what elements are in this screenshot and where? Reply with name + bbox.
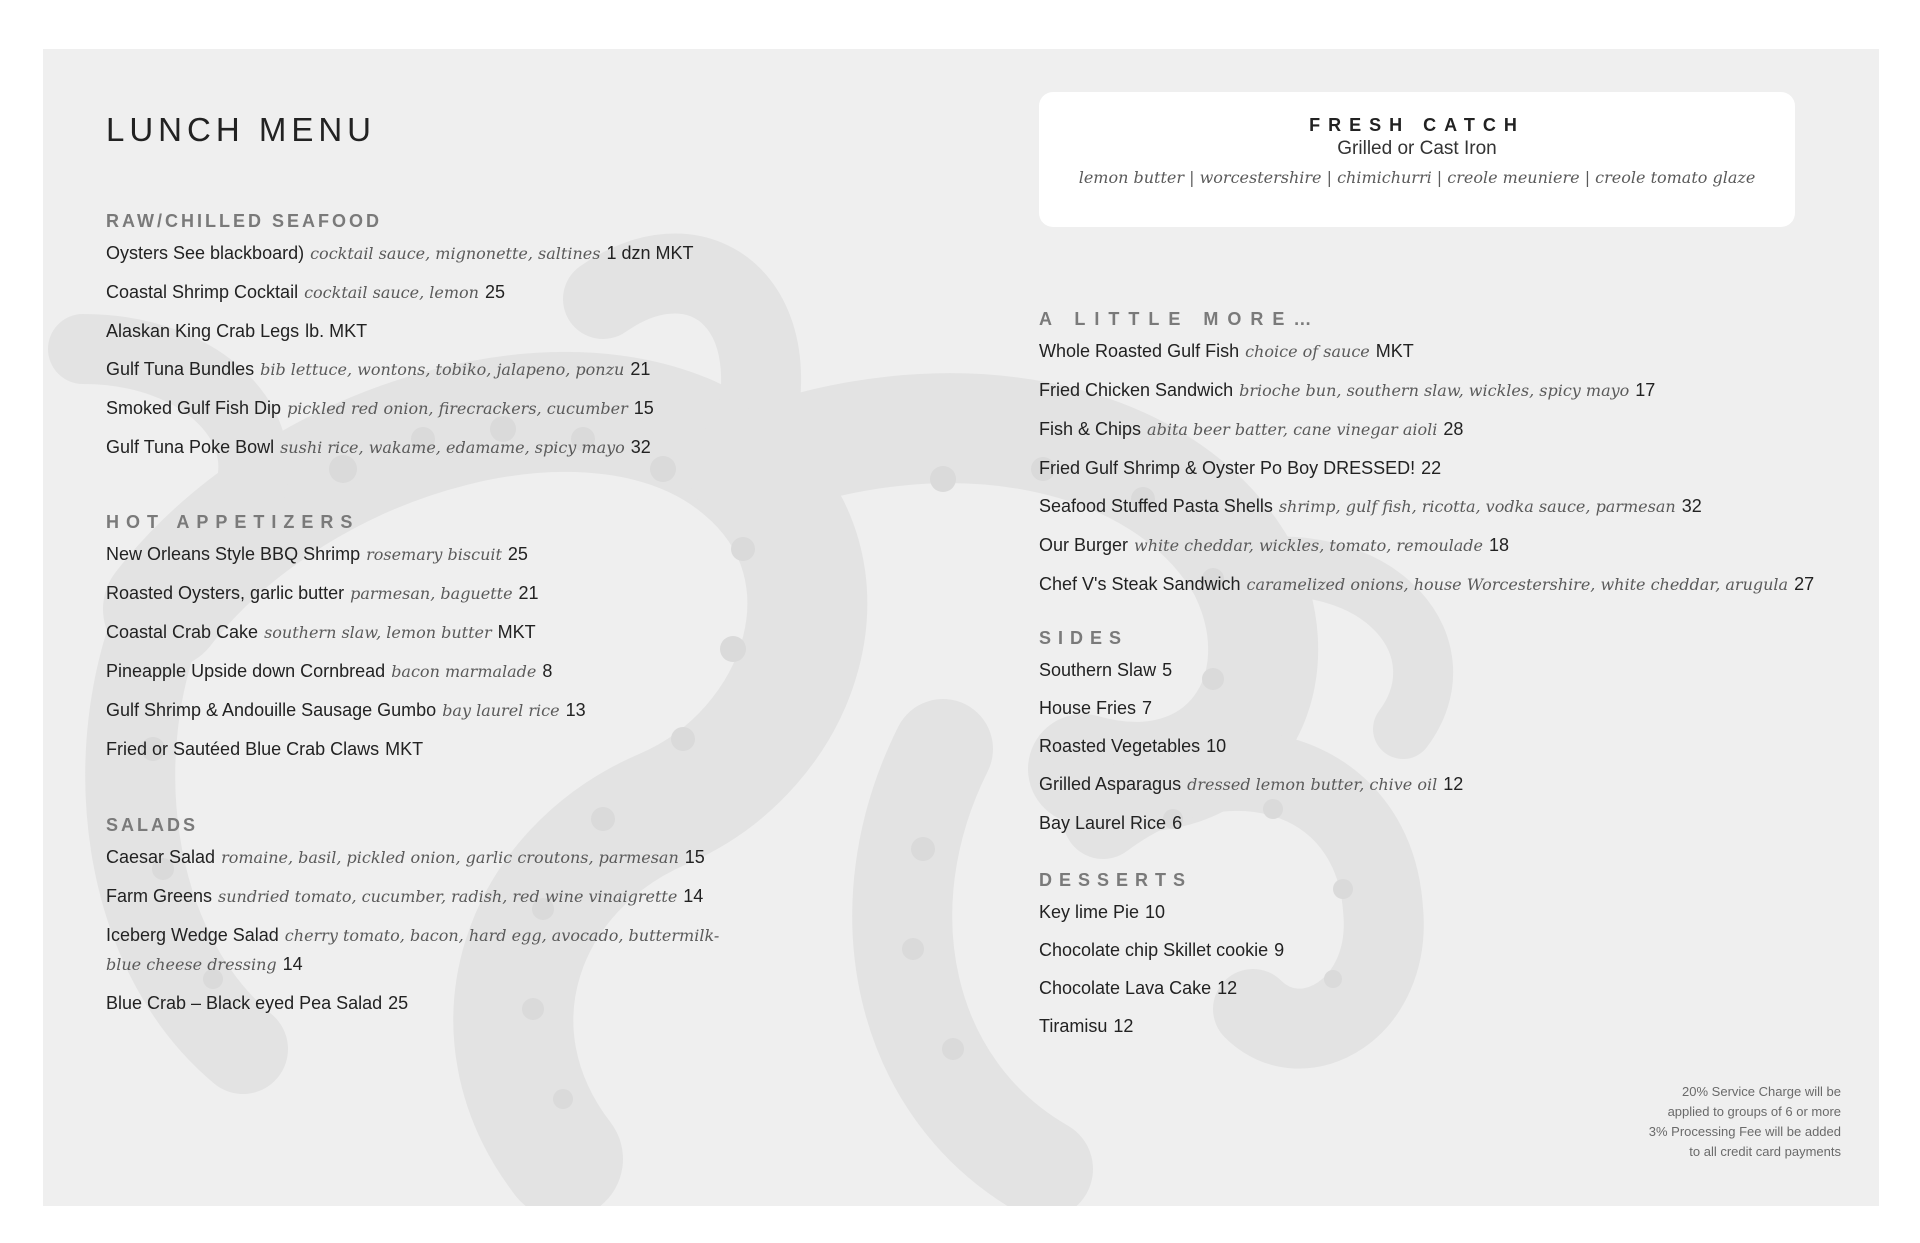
- item-price: 10: [1206, 736, 1227, 756]
- item-name: Smoked Gulf Fish Dip: [106, 398, 282, 418]
- menu-item: [1039, 770, 1463, 799]
- section-heading: SIDES: [1039, 628, 1129, 648]
- fresh-catch-sauces: lemon butter | worcestershire | chimichurri | creole meuniere | creole tomato glaze: [1078, 168, 1756, 187]
- section-heading: DESSERTS: [1039, 870, 1193, 890]
- item-description: choice of sauce: [1245, 342, 1370, 361]
- item-description: pickled red onion, firecrackers, cucumber: [287, 399, 628, 418]
- menu-item: [1039, 337, 1814, 366]
- menu-item: [1039, 376, 1814, 405]
- item-price: 18: [1489, 535, 1510, 555]
- item-name: Seafood Stuffed Pasta Shells: [1039, 496, 1273, 516]
- menu-item: [106, 843, 726, 872]
- item-name: Fish & Chips: [1039, 419, 1142, 439]
- item-name: Whole Roasted Gulf Fish: [1039, 341, 1240, 361]
- menu-item: [1039, 898, 1284, 926]
- menu-item: [1039, 454, 1814, 482]
- item-name: Chocolate Lava Cake: [1039, 978, 1212, 998]
- item-price: 28: [1443, 419, 1464, 439]
- item-name: Coastal Crab Cake: [106, 622, 259, 642]
- item-description: rosemary biscuit: [366, 545, 502, 564]
- item-price: 7: [1142, 698, 1153, 718]
- section-salads: [106, 813, 726, 1027]
- item-name: Farm Greens: [106, 886, 213, 906]
- section-hot-appetizers: [106, 510, 586, 773]
- item-description: abita beer batter, cane vinegar aioli: [1147, 420, 1438, 439]
- item-description: romaine, basil, pickled onion, garlic croutons, parmesan: [221, 848, 679, 867]
- item-name: Gulf Shrimp & Andouille Sausage Gumbo: [106, 700, 437, 720]
- item-price: MKT: [497, 622, 536, 642]
- item-name: Fried Chicken Sandwich: [1039, 380, 1234, 400]
- item-name: Key lime Pie: [1039, 902, 1140, 922]
- item-name: Chef V's Steak Sandwich: [1039, 574, 1241, 594]
- item-name: Southern Slaw: [1039, 660, 1157, 680]
- item-name: Caesar Salad: [106, 847, 216, 867]
- menu-item: [106, 735, 586, 763]
- item-name: Oysters See blackboard): [106, 243, 305, 263]
- item-name: Fried Gulf Shrimp & Oyster Po Boy DRESSED!: [1039, 458, 1416, 478]
- footnote-line: to all credit card payments: [1689, 1144, 1841, 1159]
- item-price: 8: [542, 661, 553, 681]
- item-description: cocktail sauce, mignonette, saltines: [310, 244, 601, 263]
- fresh-catch-title: FRESH CATCH: [1309, 115, 1525, 135]
- menu-item: [106, 317, 693, 345]
- item-price: 12: [1217, 978, 1238, 998]
- menu-item: [106, 540, 586, 569]
- item-description: southern slaw, lemon butter: [264, 623, 492, 642]
- menu-item: [1039, 415, 1814, 444]
- item-name: Roasted Vegetables: [1039, 736, 1201, 756]
- item-price: lb. MKT: [305, 321, 368, 341]
- item-price: 25: [507, 544, 528, 564]
- item-price: 21: [630, 359, 651, 379]
- item-price: 15: [684, 847, 705, 867]
- item-description: caramelized onions, house Worcestershire, white cheddar, arugula: [1246, 575, 1789, 594]
- item-name: Coastal Shrimp Cocktail: [106, 282, 299, 302]
- item-price: 12: [1443, 774, 1464, 794]
- menu-card: [43, 49, 1879, 1206]
- menu-item: [106, 921, 726, 979]
- item-price: 21: [518, 583, 539, 603]
- menu-item: [106, 989, 726, 1017]
- item-name: Gulf Tuna Bundles: [106, 359, 255, 379]
- item-price: 32: [630, 437, 651, 457]
- item-price: 25: [484, 282, 505, 302]
- menu-item: [1039, 492, 1814, 521]
- item-name: Gulf Tuna Poke Bowl: [106, 437, 275, 457]
- footnote-line: 3% Processing Fee will be added: [1648, 1124, 1841, 1139]
- menu-item: [106, 394, 693, 423]
- item-description: shrimp, gulf fish, ricotta, vodka sauce, parmesan: [1278, 497, 1676, 516]
- section-sides: [1039, 626, 1463, 847]
- item-description: bay laurel rice: [442, 701, 560, 720]
- item-name: House Fries: [1039, 698, 1137, 718]
- item-name: Chocolate chip Skillet cookie: [1039, 940, 1269, 960]
- menu-item: [106, 239, 693, 268]
- item-description: brioche bun, southern slaw, wickles, spicy mayo: [1239, 381, 1630, 400]
- section-heading: HOT APPETIZERS: [106, 512, 360, 532]
- menu-item: [1039, 974, 1284, 1002]
- item-price: 17: [1635, 380, 1656, 400]
- item-name: Our Burger: [1039, 535, 1129, 555]
- section-a-little-more: [1039, 307, 1814, 609]
- item-price: 5: [1162, 660, 1173, 680]
- menu-item: [106, 657, 586, 686]
- item-price: 13: [565, 700, 586, 720]
- fresh-catch-subtitle: Grilled or Cast Iron: [1337, 138, 1497, 159]
- item-name: Tiramisu: [1039, 1016, 1108, 1036]
- item-price: 14: [683, 886, 704, 906]
- item-name: Fried or Sautéed Blue Crab Claws: [106, 739, 380, 759]
- menu-item: [1039, 694, 1463, 722]
- item-price: 1 dzn MKT: [606, 243, 694, 263]
- menu-item: [106, 278, 693, 307]
- item-price: 9: [1274, 940, 1285, 960]
- menu-item: [1039, 570, 1814, 599]
- item-price: 25: [388, 993, 409, 1013]
- menu-item: [1039, 936, 1284, 964]
- item-description: bib lettuce, wontons, tobiko, jalapeno, ponzu: [260, 360, 625, 379]
- item-description: cherry tomato, bacon, hard egg, avocado, buttermilk-blue cheese dressing: [106, 926, 720, 974]
- item-name: Bay Laurel Rice: [1039, 813, 1167, 833]
- item-name: Pineapple Upside down Cornbread: [106, 661, 386, 681]
- item-description: bacon marmalade: [391, 662, 537, 681]
- section-desserts: [1039, 868, 1284, 1050]
- menu-item: [1039, 1012, 1284, 1040]
- menu-item: [106, 579, 586, 608]
- item-name: Roasted Oysters, garlic butter: [106, 583, 345, 603]
- section-heading: A LITTLE MORE…: [1039, 309, 1321, 329]
- menu-item: [106, 618, 586, 647]
- item-name: Alaskan King Crab Legs: [106, 321, 300, 341]
- page-title: LUNCH MENU: [106, 111, 377, 148]
- item-price: 14: [282, 954, 303, 974]
- menu-item: [1039, 531, 1814, 560]
- item-price: 27: [1794, 574, 1815, 594]
- item-price: 15: [633, 398, 654, 418]
- footnote-line: 20% Service Charge will be: [1682, 1084, 1841, 1099]
- item-price: MKT: [1375, 341, 1414, 361]
- item-price: 10: [1145, 902, 1166, 922]
- service-charge-note: [1649, 1082, 1841, 1162]
- item-name: Grilled Asparagus: [1039, 774, 1182, 794]
- item-name: Iceberg Wedge Salad: [106, 925, 279, 945]
- item-description: sundried tomato, cucumber, radish, red wine vinaigrette: [218, 887, 678, 906]
- item-price: 22: [1421, 458, 1442, 478]
- item-name: Blue Crab – Black eyed Pea Salad: [106, 993, 383, 1013]
- section-raw-chilled-seafood: [106, 209, 693, 472]
- menu-item: [106, 433, 693, 462]
- item-price: 6: [1172, 813, 1183, 833]
- item-description: sushi rice, wakame, edamame, spicy mayo: [280, 438, 625, 457]
- menu-item: [106, 355, 693, 384]
- item-description: parmesan, baguette: [350, 584, 513, 603]
- item-price: 32: [1681, 496, 1702, 516]
- item-description: cocktail sauce, lemon: [304, 283, 479, 302]
- menu-item: [106, 696, 586, 725]
- menu-item: [1039, 732, 1463, 760]
- fresh-catch-box: [1039, 92, 1795, 227]
- item-description: white cheddar, wickles, tomato, remoulade: [1134, 536, 1484, 555]
- item-description: dressed lemon butter, chive oil: [1187, 775, 1438, 794]
- item-price: 12: [1113, 1016, 1134, 1036]
- footnote-line: applied to groups of 6 or more: [1667, 1104, 1841, 1119]
- item-price: MKT: [385, 739, 424, 759]
- item-name: New Orleans Style BBQ Shrimp: [106, 544, 361, 564]
- menu-item: [1039, 656, 1463, 684]
- menu-item: [106, 882, 726, 911]
- menu-item: [1039, 809, 1463, 837]
- section-heading: RAW/CHILLED SEAFOOD: [106, 211, 382, 231]
- section-heading: SALADS: [106, 815, 199, 835]
